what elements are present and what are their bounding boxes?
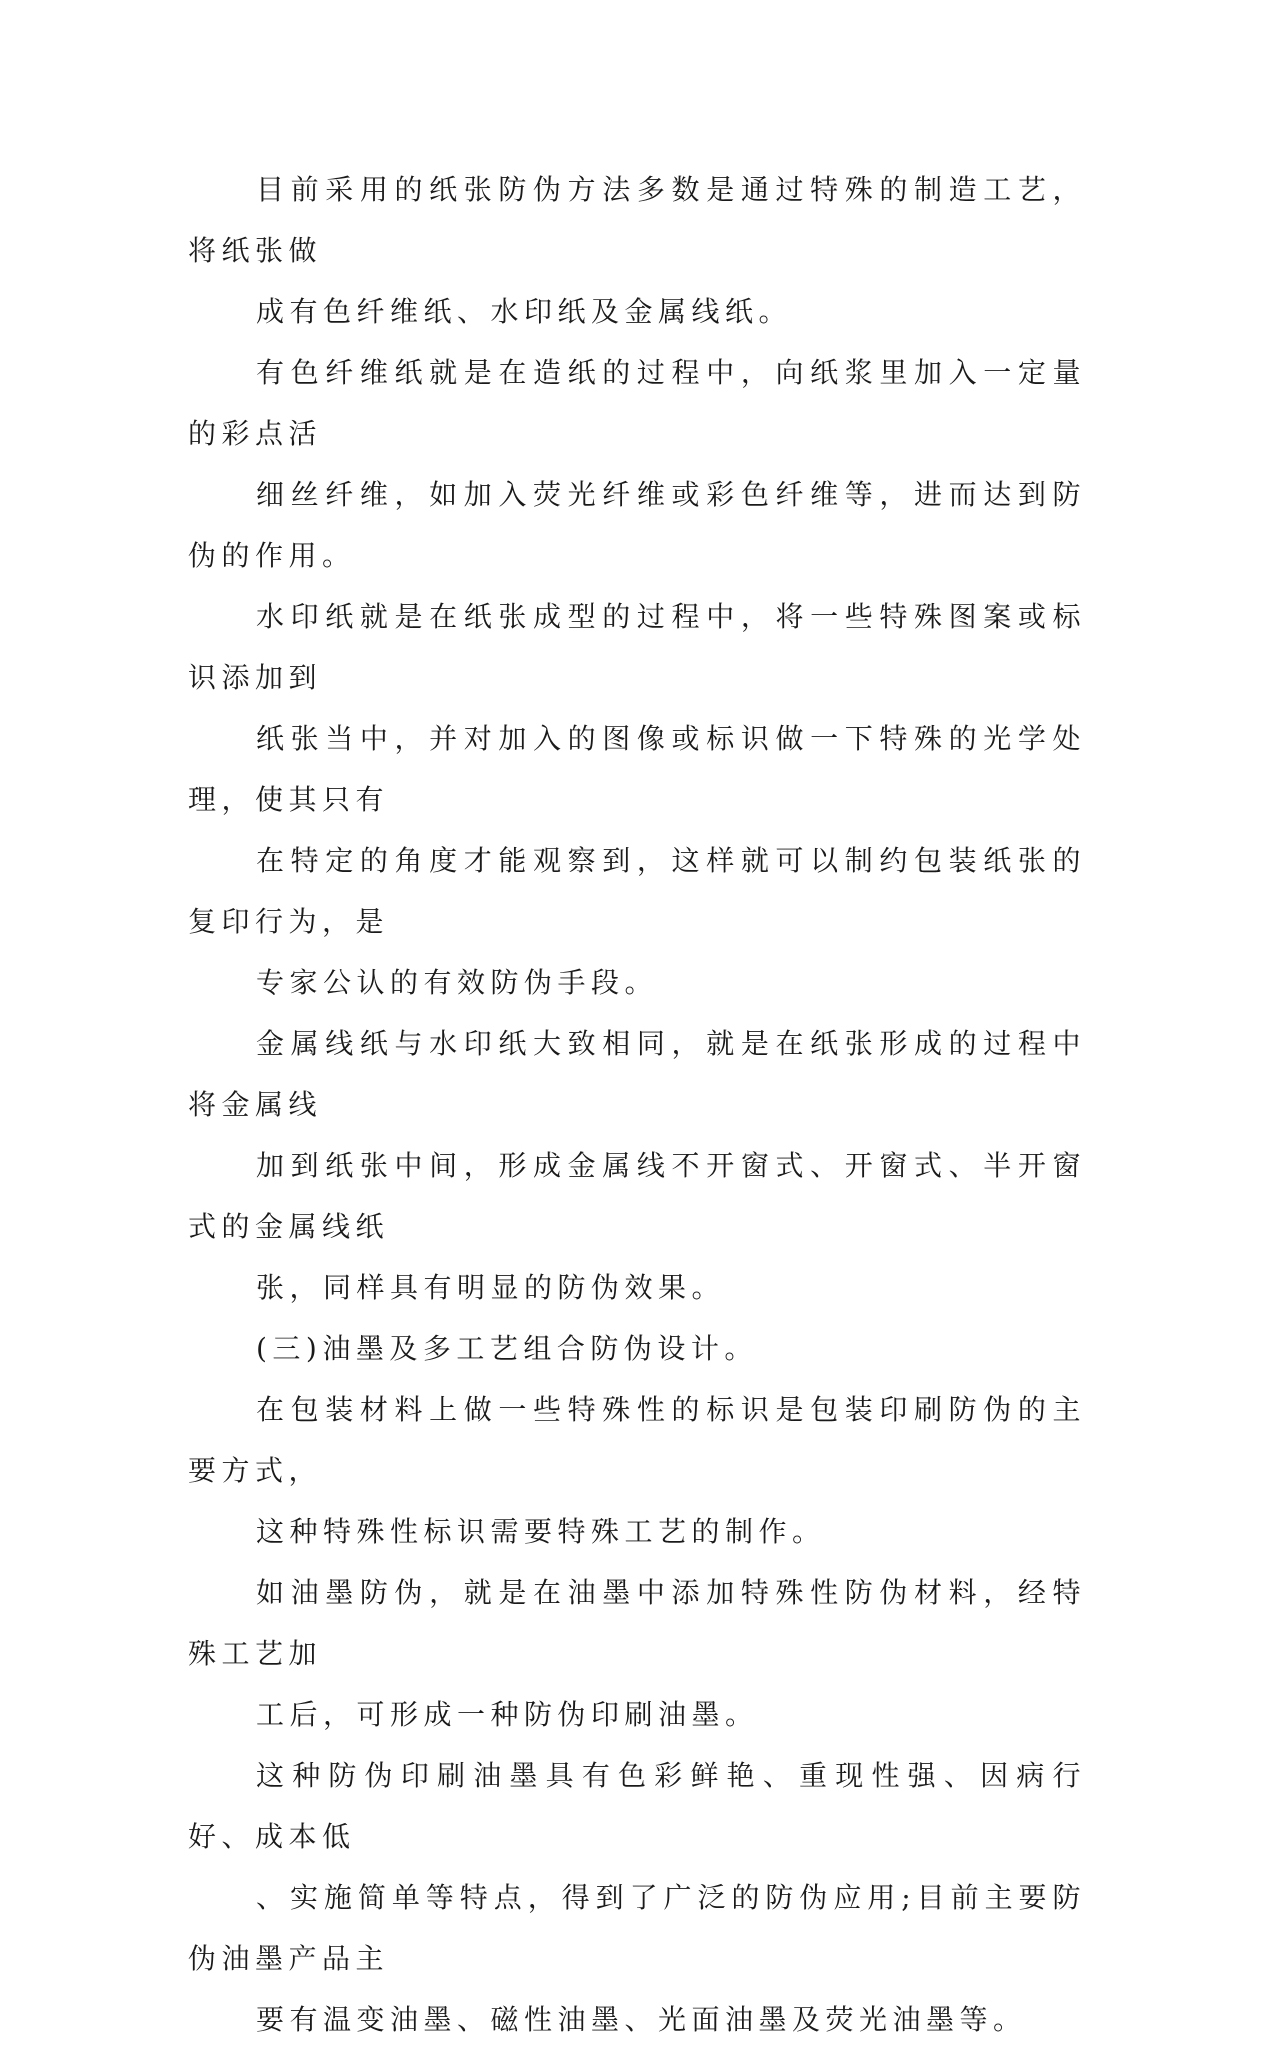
paragraph-metal-thread-paper [188, 1013, 1086, 1318]
document-body [188, 159, 1086, 2050]
text-line: 张，同样具有明显的防伪效果。 [256, 1271, 726, 1304]
text-line: 细丝纤维，如加入荧光纤维或彩色纤维等，进而达到防伪的作用。 [188, 478, 1086, 572]
text-line: 在包装材料上做一些特殊性的标识是包装印刷防伪的主要方式， [188, 1393, 1086, 1487]
text-line: (三)油墨及多工艺组合防伪设计。 [256, 1332, 758, 1365]
text-line: 要有温变油墨、磁性油墨、光面油墨及荧光油墨等。 [256, 2003, 1027, 2036]
text-line: 这种防伪印刷油墨具有色彩鲜艳、重现性强、因病行好、成本低 [188, 1759, 1086, 1853]
paragraph-special-markings [188, 1379, 1086, 1562]
text-line: 如油墨防伪，就是在油墨中添加特殊性防伪材料，经特殊工艺加 [188, 1576, 1086, 1670]
text-line: 纸张当中，并对加入的图像或标识做一下特殊的光学处理，使其只有 [188, 722, 1086, 816]
paragraph-ink-features [188, 1745, 1086, 2050]
text-line: 专家公认的有效防伪手段。 [256, 966, 659, 999]
text-line: 目前采用的纸张防伪方法多数是通过特殊的制造工艺，将纸张做 [188, 173, 1086, 267]
paragraph-paper-anticounterfeit-methods [188, 159, 1086, 342]
text-line: 水印纸就是在纸张成型的过程中，将一些特殊图案或标识添加到 [188, 600, 1086, 694]
text-line: 加到纸张中间，形成金属线不开窗式、开窗式、半开窗式的金属线纸 [188, 1149, 1086, 1243]
text-line: 金属线纸与水印纸大致相同，就是在纸张形成的过程中将金属线 [188, 1027, 1086, 1121]
paragraph-watermark-paper [188, 586, 1086, 1013]
paragraph-colored-fiber-paper [188, 342, 1086, 586]
text-line: 工后，可形成一种防伪印刷油墨。 [256, 1698, 759, 1731]
section-heading-ink-design [188, 1318, 1086, 1379]
text-line: 成有色纤维纸、水印纸及金属线纸。 [256, 295, 793, 328]
text-line: 在特定的角度才能观察到，这样就可以制约包装纸张的复印行为，是 [188, 844, 1086, 938]
text-line: 这种特殊性标识需要特殊工艺的制作。 [256, 1515, 826, 1548]
text-line: 、实施简单等特点，得到了广泛的防伪应用;目前主要防伪油墨产品主 [188, 1881, 1086, 1975]
paragraph-ink-anticounterfeit [188, 1562, 1086, 1745]
text-line: 有色纤维纸就是在造纸的过程中，向纸浆里加入一定量的彩点活 [188, 356, 1086, 450]
